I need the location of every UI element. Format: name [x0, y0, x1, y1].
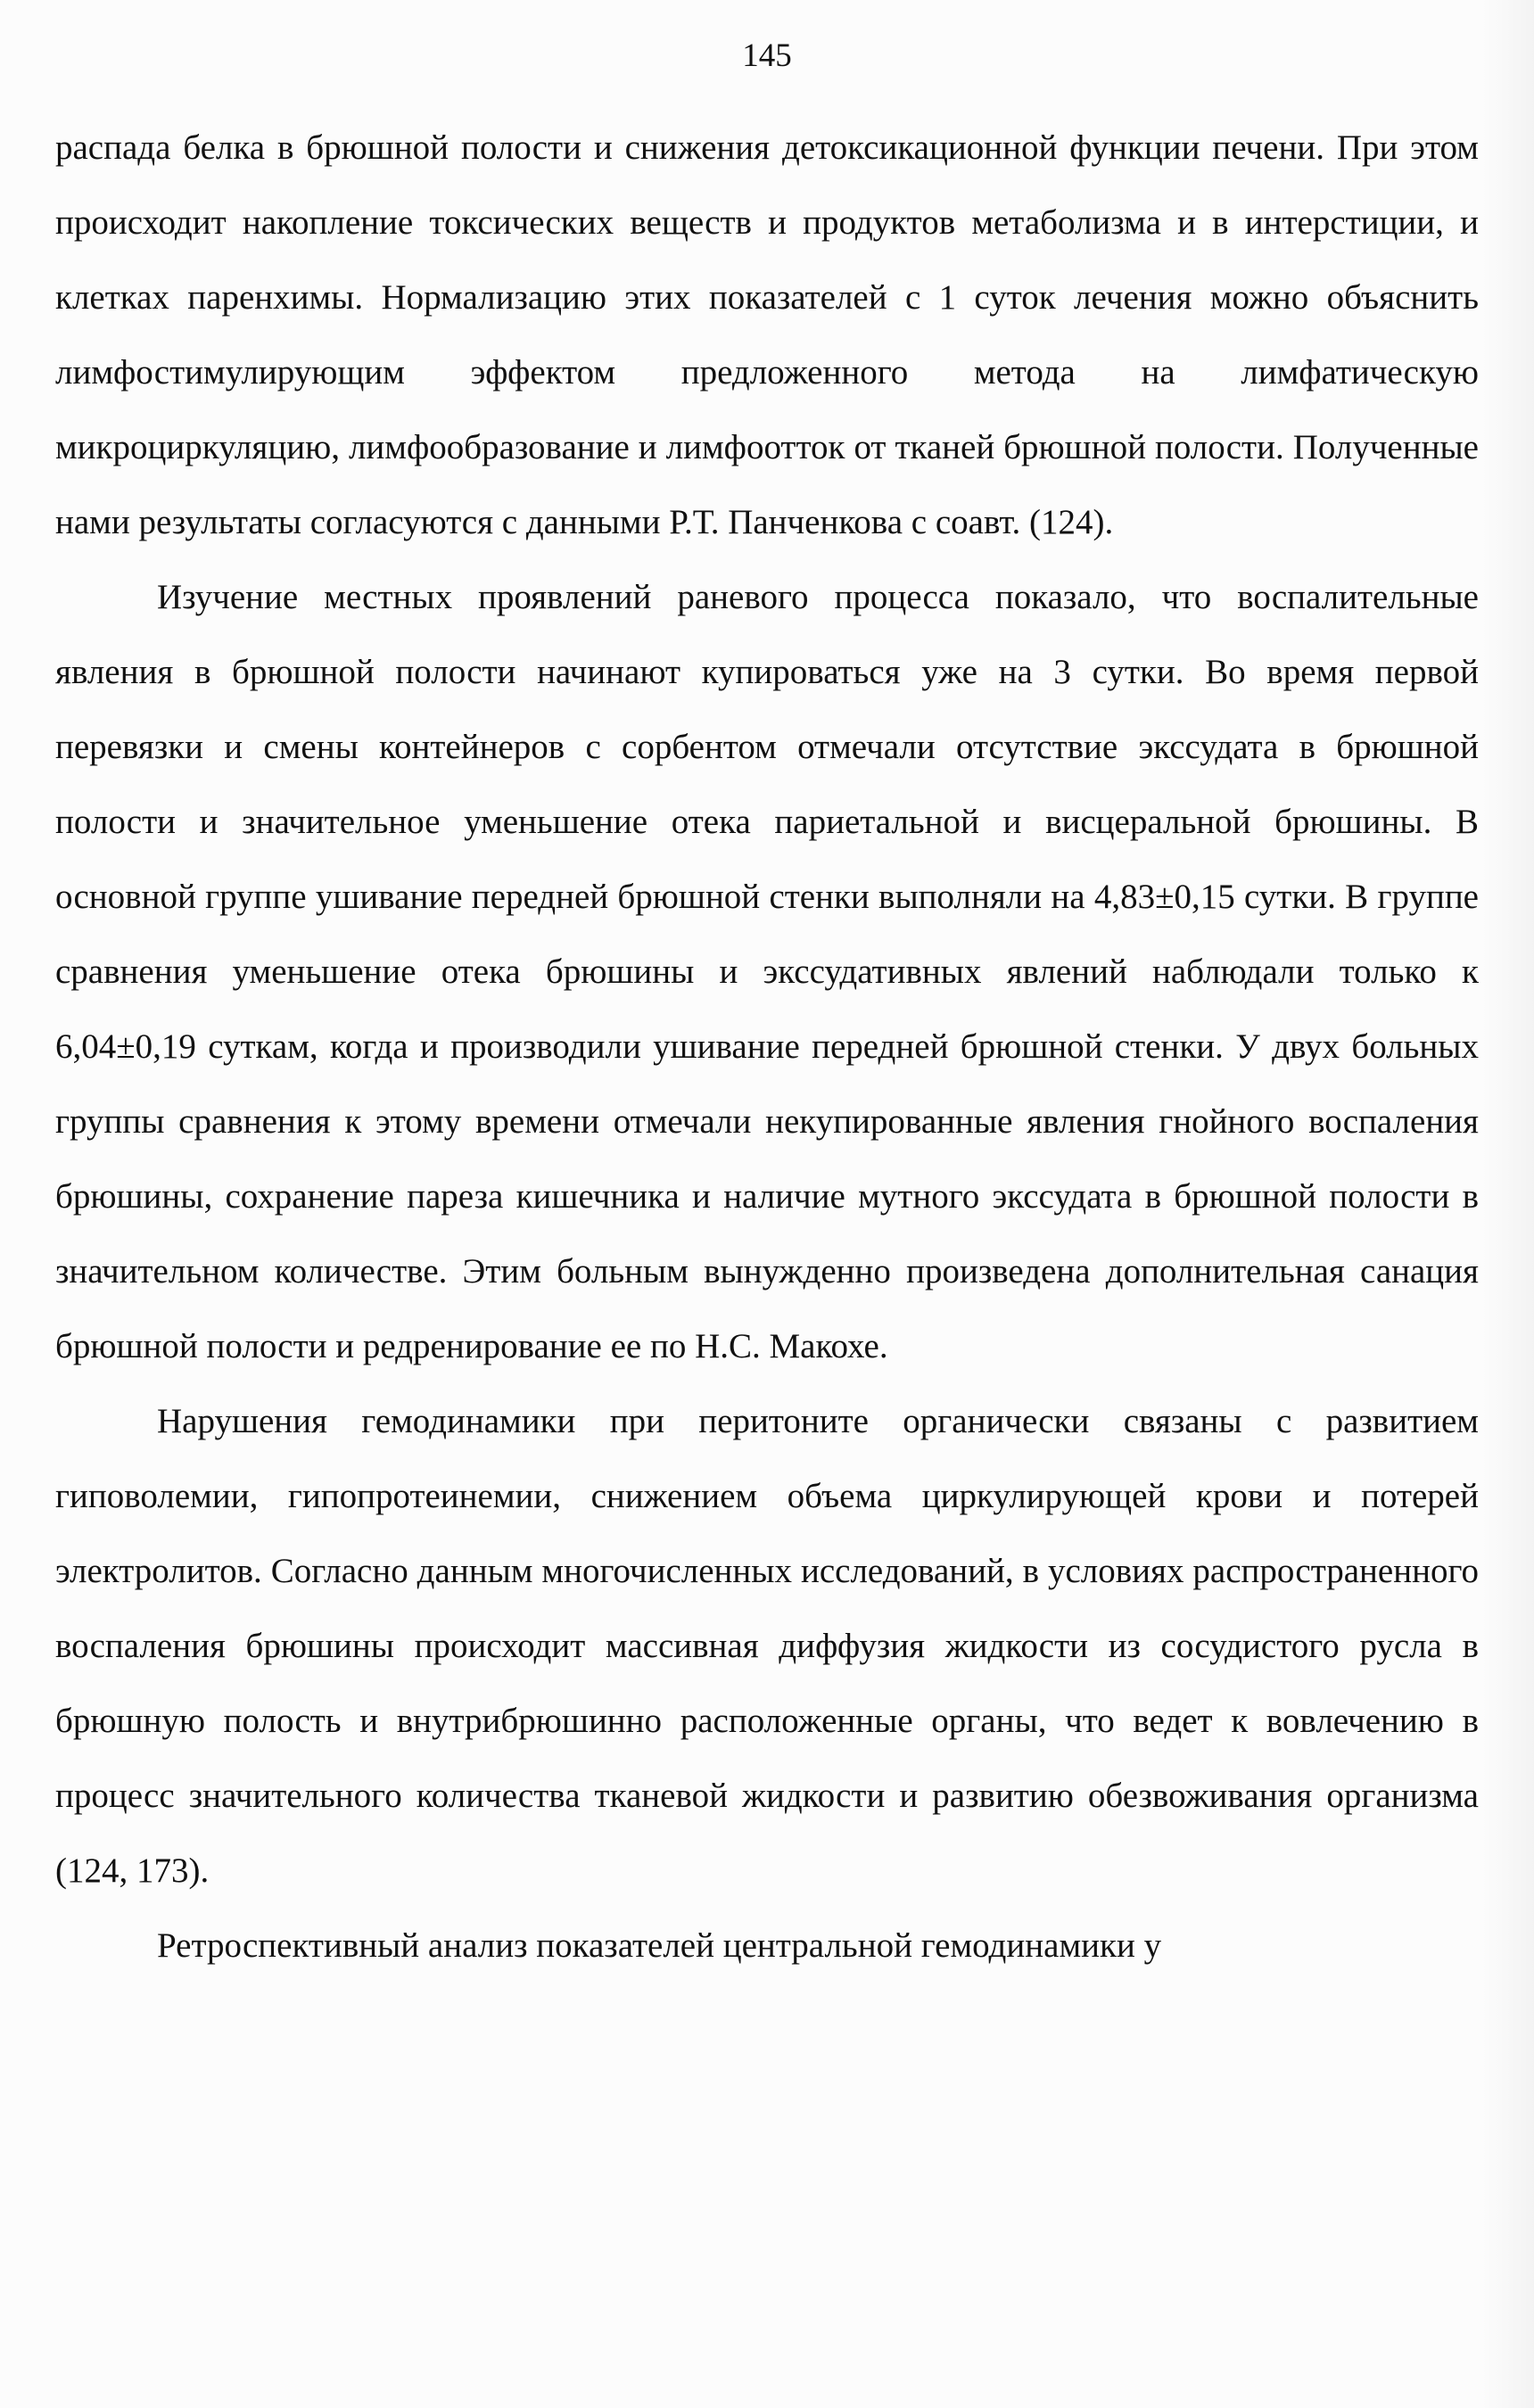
paragraph-3: Нарушения гемодинамики при перитоните органически связаны с развитием гиповолемии, гипопротеинемии, снижением объема циркулирующей крови и потерей электролитов. Согласно данным многочисленных исследований, в условиях распространенного воспаления брюшины происходит массивная диффузия жидкости из сосудистого русла в брюшную полость и внутрибрюшинно расположенные органы, что ведет к вовлечению в процесс значительного количества тканевой жидкости и развитию обезвоживания организма (124, 173). — [55, 1402, 1479, 1890]
paragraph-1: распада белка в брюшной полости и снижения детоксикационной функции печени. При этом происходит накопление токсических веществ и продуктов метаболизма и в интерстиции, и клетках паренхимы. Нормализацию этих показателей с 1 суток лечения можно объяснить лимфостимулирующим эффектом предложенного метода на лимфатическую микроциркуляцию, лимфообразование и лимфоотток от тканей брюшной полости. Полученные нами результаты согласуются с данными Р.Т. Панченкова с соавт. (124). — [55, 128, 1479, 541]
paragraph-2: Изучение местных проявлений раневого процесса показало, что воспалительные явления в брюшной полости начинают купироваться уже на 3 сутки. Во время первой перевязки и смены контейнеров с сорбентом отмечали отсутствие экссудата в брюшной полости и значительное уменьшение отека париетальной и висцеральной брюшины. В основной группе ушивание передней брюшной стенки выполняли на 4,83±0,15 сутки. В группе сравнения уменьшение отека брюшины и экссудативных явлений наблюдали только к 6,04±0,19 суткам, когда и производили ушивание передней брюшной стенки. У двух больных группы сравнения к этому времени отмечали некупированные явления гнойного воспаления брюшины, сохранение пареза кишечника и наличие мутного экссудата в брюшной полости в значительном количестве. Этим больным вынужденно произведена дополнительная санация брюшной полости и редренирование ее по Н.С. Макохе. — [55, 578, 1479, 1365]
body-text — [55, 111, 1479, 1983]
paragraph-4: Ретроспективный анализ показателей центральной гемодинамики у — [157, 1926, 1162, 1965]
page-number: 145 — [742, 37, 792, 74]
